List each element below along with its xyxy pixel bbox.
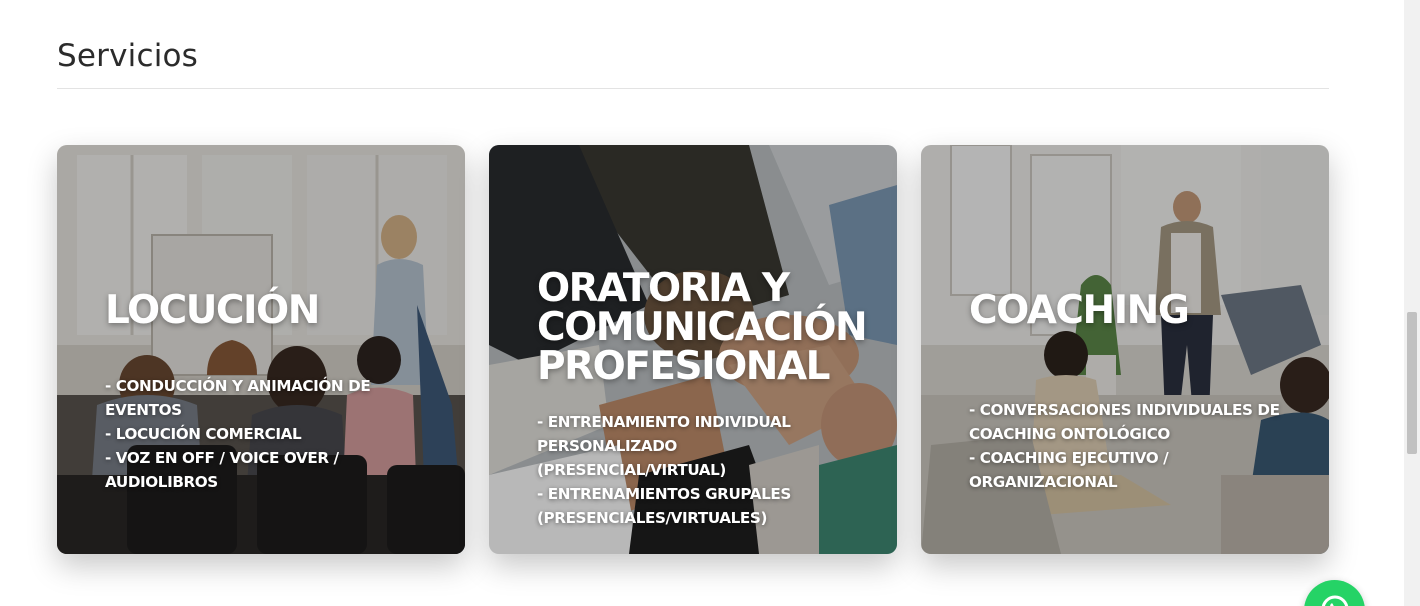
whatsapp-icon [1318,592,1352,606]
service-card-locucion[interactable] [57,145,465,554]
card-line: - COACHING EJECUTIVO / [969,449,1169,467]
page-scrollbar[interactable] [1404,0,1420,606]
card-title-line: ORATORIA Y [537,266,789,311]
card-description [969,398,1301,494]
card-line: PERSONALIZADO (PRESENCIAL/VIRTUAL) [537,437,726,479]
section-divider [57,88,1329,89]
card-line: - CONDUCCIÓN Y ANIMACIÓN DE [105,377,371,395]
card-content [969,288,1301,494]
card-title [537,266,869,389]
card-description [537,410,869,530]
card-line: (PRESENCIALES/VIRTUALES) [537,509,767,527]
card-line: EVENTOS [105,401,182,419]
card-content [537,266,869,530]
card-line: ORGANIZACIONAL [969,473,1118,491]
card-line: AUDIOLIBROS [105,473,218,491]
service-card-oratoria[interactable] [489,145,897,554]
card-title-line: PROFESIONAL [537,344,829,389]
card-title-line: COMUNICACIÓN [537,305,867,350]
card-title: COACHING [969,288,1189,333]
card-line: COACHING ONTOLÓGICO [969,425,1170,443]
card-line: - VOZ EN OFF / VOICE OVER / [105,449,339,467]
card-content [105,288,437,494]
card-line: - ENTRENAMIENTOS GRUPALES [537,485,791,503]
card-title: LOCUCIÓN [105,288,319,333]
service-card-coaching[interactable] [921,145,1329,554]
card-line: - LOCUCIÓN COMERCIAL [105,425,302,443]
scrollbar-thumb[interactable] [1407,312,1417,454]
card-line: - CONVERSACIONES INDIVIDUALES DE [969,401,1280,419]
card-description [105,374,437,494]
card-line: - ENTRENAMIENTO INDIVIDUAL [537,413,791,431]
section-title: Servicios [57,38,199,74]
